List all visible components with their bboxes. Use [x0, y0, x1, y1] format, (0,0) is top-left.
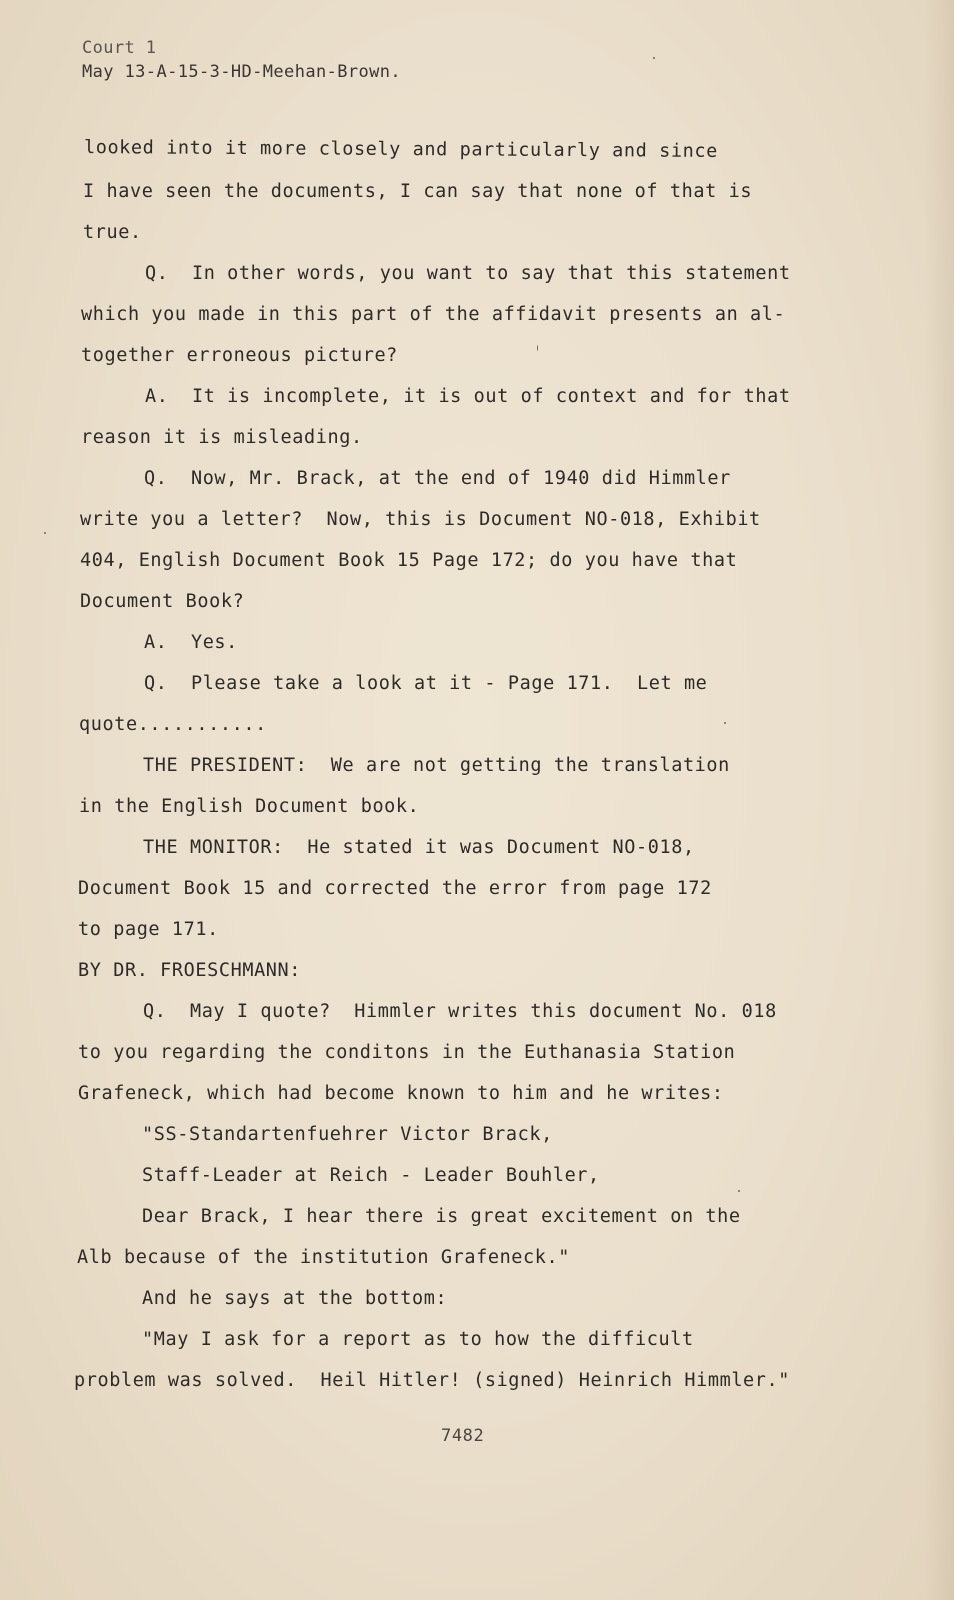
paper-speck — [44, 532, 46, 534]
transcript-line: Q. In other words, you want to say that this statement — [145, 263, 791, 284]
transcript-line: Grafeneck, which had become known to him and he writes: — [78, 1083, 724, 1104]
quoted-letter-line: problem was solved. Heil Hitler! (signed) Heinrich Himmler." — [74, 1370, 791, 1391]
paper-edge-shading — [924, 0, 954, 1600]
transcript-line: Document Book? — [80, 591, 245, 612]
transcript-line: in the English Document book. — [79, 796, 420, 817]
transcript-line: A. It is incomplete, it is out of context and for that — [145, 386, 791, 407]
transcript-line: which you made in this part of the affidavit presents an al- — [81, 304, 786, 325]
transcript-line: looked into it more closely and particularly and since — [83, 137, 718, 162]
paper-speck — [537, 345, 538, 351]
transcript-line: THE MONITOR: He stated it was Document NO-018, — [143, 837, 695, 858]
transcript-line: together erroneous picture? — [81, 345, 398, 366]
paper-speck — [724, 722, 726, 724]
session-reference: May 13-A-15-3-HD-Meehan-Brown. — [82, 62, 402, 82]
transcript-line: And he says at the bottom: — [142, 1288, 448, 1309]
quoted-letter-line: "SS-Standartenfuehrer Victor Brack, — [142, 1124, 553, 1145]
transcript-line: A. Yes. — [144, 632, 238, 653]
transcript-line: reason it is misleading. — [81, 427, 363, 448]
court-label: Court 1 — [82, 38, 157, 58]
transcript-line: quote........... — [79, 714, 267, 735]
transcript-line: Document Book 15 and corrected the error from page 172 — [78, 878, 712, 899]
quoted-letter-line: Alb because of the institution Grafeneck." — [77, 1247, 570, 1268]
transcript-line: to you regarding the conditons in the Euthanasia Station — [78, 1042, 736, 1063]
transcript-line: Q. Please take a look at it - Page 171. Let me — [144, 673, 708, 694]
quoted-letter-line: Dear Brack, I hear there is great excitement on the — [142, 1206, 741, 1227]
transcript-line: write you a letter? Now, this is Document NO-018, Exhibit — [80, 509, 761, 530]
transcript-line: true. — [83, 222, 142, 243]
paper-speck — [653, 57, 655, 59]
transcript-line: to page 171. — [78, 919, 219, 940]
page-header — [82, 36, 401, 84]
quoted-letter-line: "May I ask for a report as to how the difficult — [142, 1329, 694, 1350]
paper-speck — [738, 1190, 740, 1192]
quoted-letter-line: Staff-Leader at Reich - Leader Bouhler, — [142, 1165, 600, 1186]
page-number: 7482 — [441, 1426, 485, 1446]
speaker-heading: BY DR. FROESCHMANN: — [78, 960, 302, 981]
transcript-line: Q. Now, Mr. Brack, at the end of 1940 did Himmler — [144, 468, 731, 489]
transcript-line: Q. May I quote? Himmler writes this document No. 018 — [143, 1001, 777, 1022]
transcript-line: THE PRESIDENT: We are not getting the translation — [143, 755, 730, 776]
transcript-line: 404, English Document Book 15 Page 172; do you have that — [80, 550, 738, 571]
transcript-line: I have seen the documents, I can say that none of that is — [83, 181, 753, 202]
